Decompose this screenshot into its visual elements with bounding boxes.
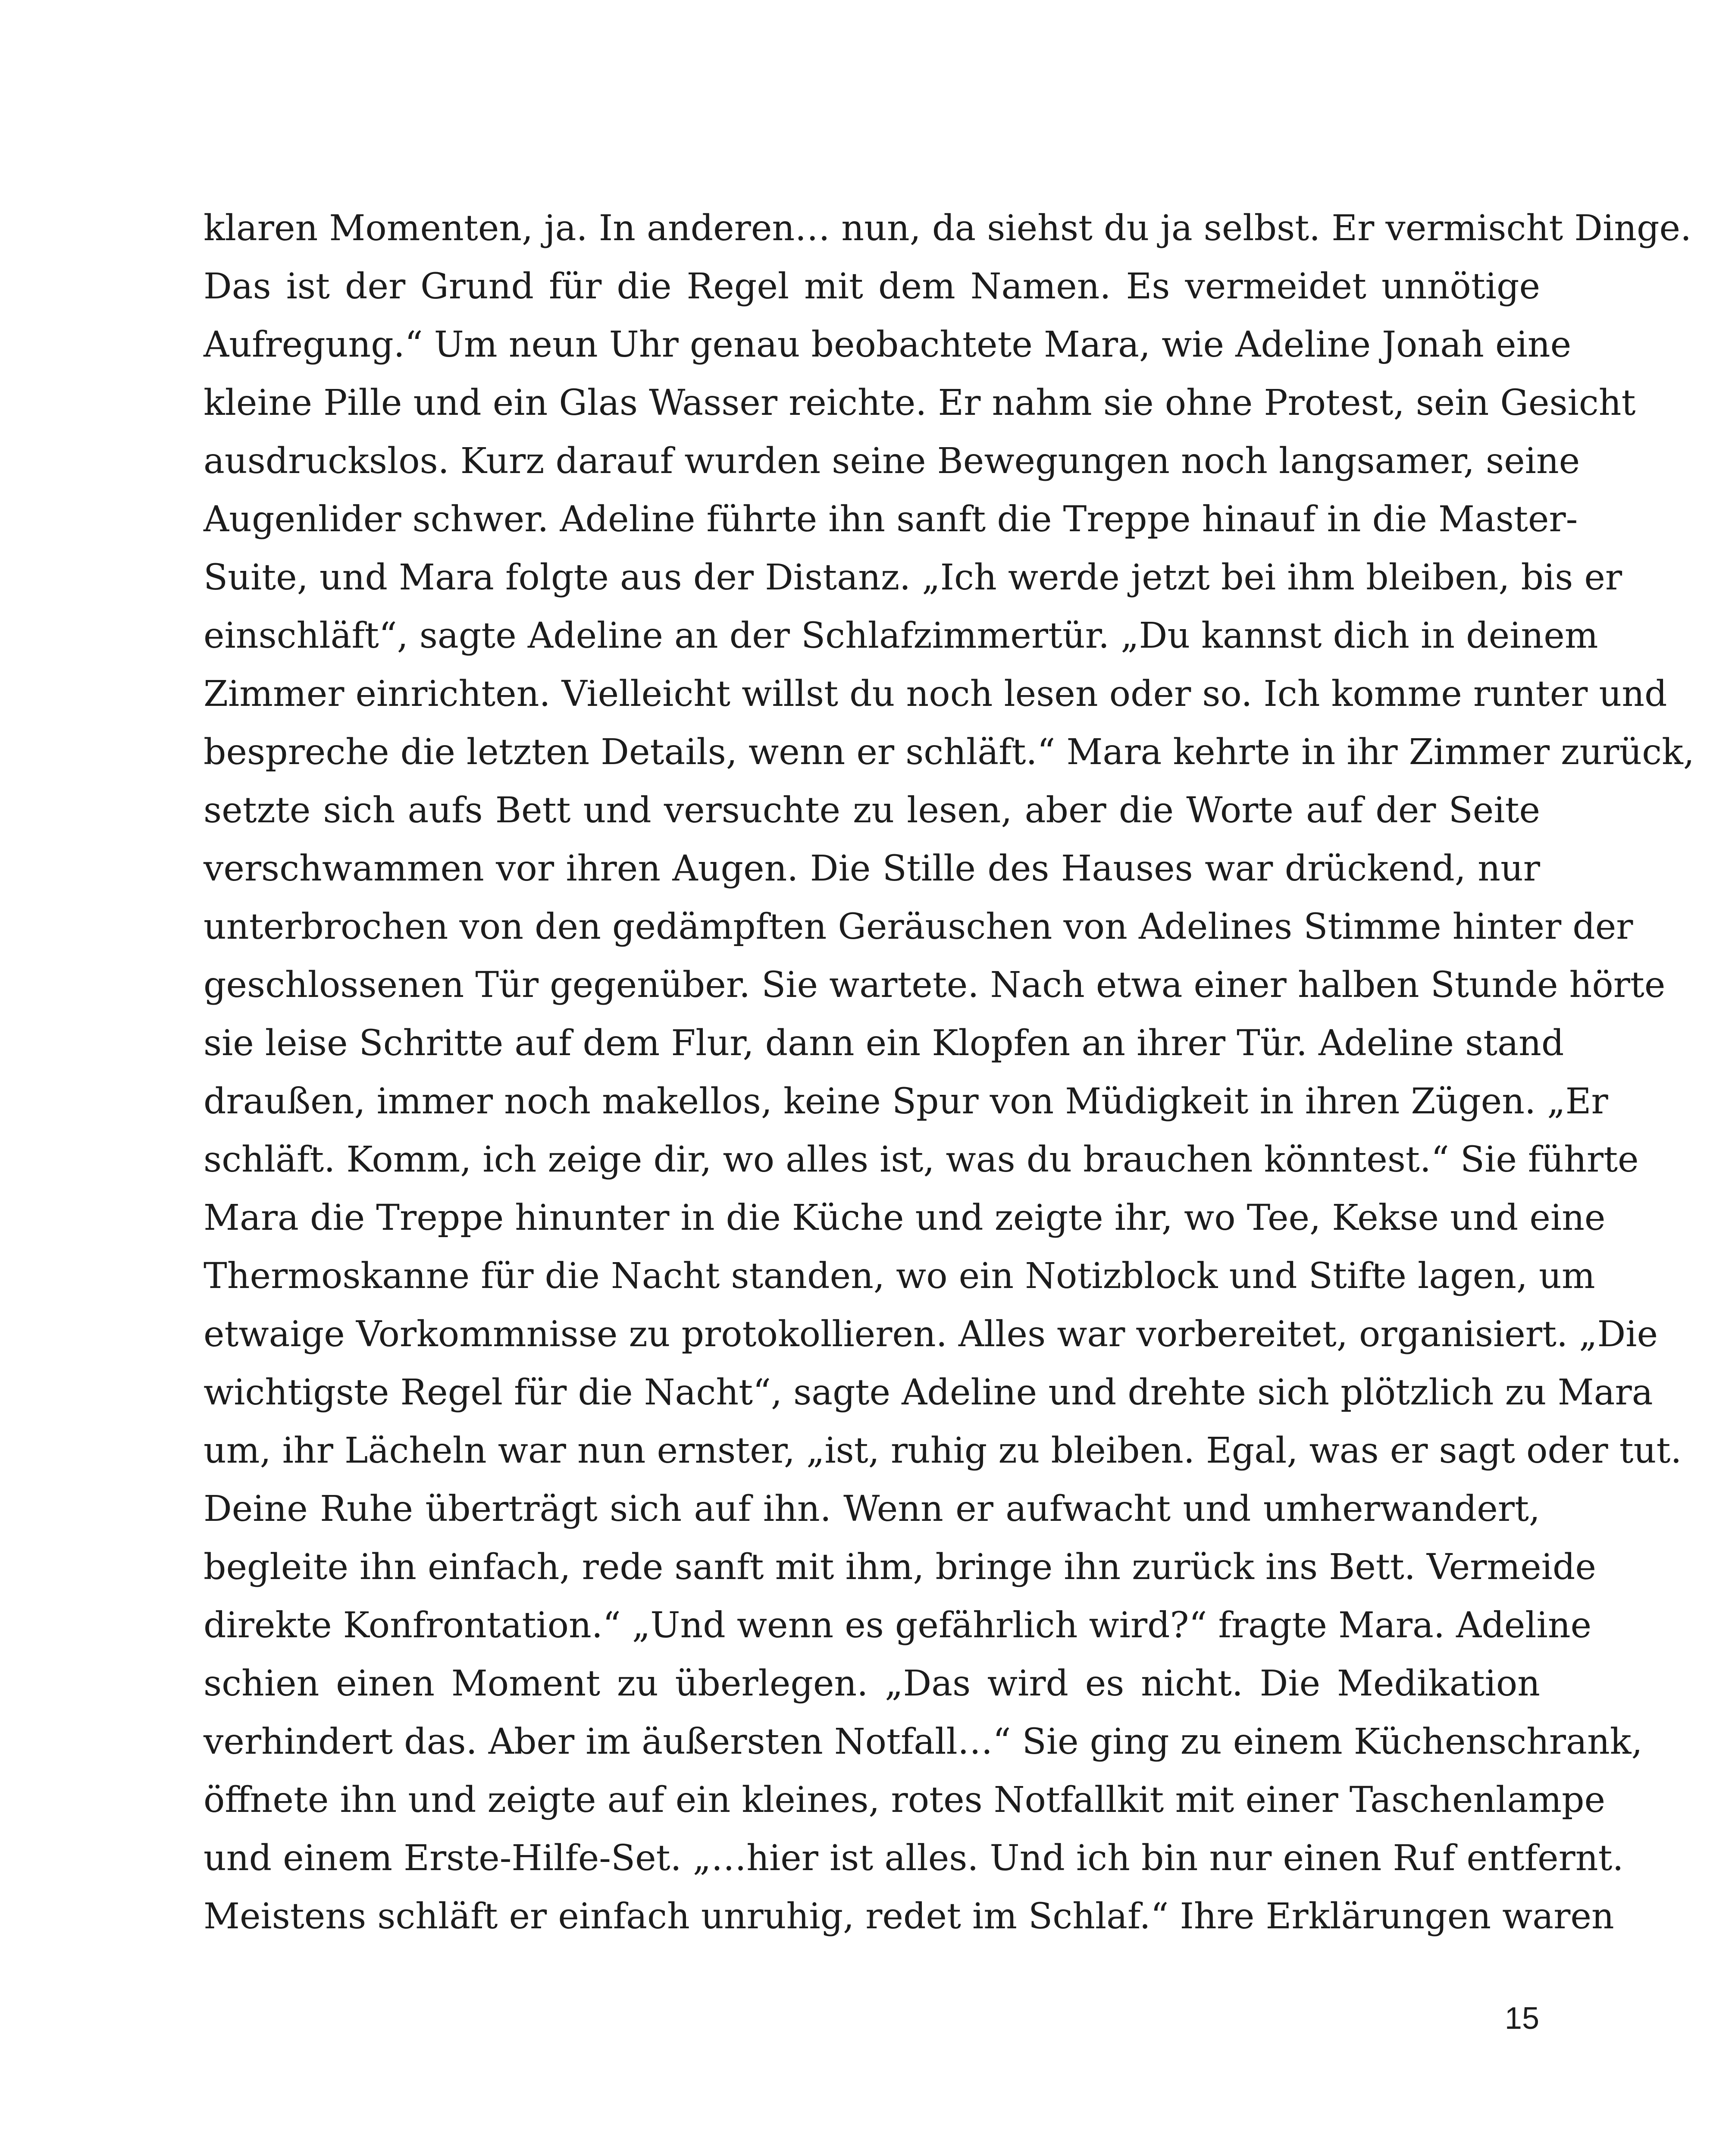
body-text	[204, 199, 1694, 1946]
text-line: bespreche die letzten Details, wenn er schläft.“ Mara kehrte in ihr Zimmer zurück,	[204, 732, 1694, 773]
text-line: schien einen Moment zu überlegen. „Das wird es nicht. Die Medikation	[204, 1663, 1540, 1704]
text-line: schläft. Komm, ich zeige dir, wo alles ist, was du brauchen könntest.“ Sie führte	[204, 1139, 1639, 1180]
text-line: begleite ihn einfach, rede sanft mit ihm, bringe ihn zurück ins Bett. Vermeide	[204, 1547, 1596, 1588]
text-line: unterbrochen von den gedämpften Geräuschen von Adelines Stimme hinter der	[204, 906, 1633, 947]
text-line: Das ist der Grund für die Regel mit dem Namen. Es vermeidet unnötige	[204, 266, 1540, 307]
text-line: klaren Momenten, ja. In anderen… nun, da siehst du ja selbst. Er vermischt Dinge.	[204, 208, 1692, 249]
text-line: Thermoskanne für die Nacht standen, wo ein Notizblock und Stifte lagen, um	[204, 1256, 1595, 1297]
text-line: Deine Ruhe überträgt sich auf ihn. Wenn er aufwacht und umherwandert,	[204, 1489, 1540, 1529]
text-line: und einem Erste-Hilfe-Set. „…hier ist alles. Und ich bin nur einen Ruf entfernt.	[204, 1838, 1624, 1879]
text-line: Zimmer einrichten. Vielleicht willst du noch lesen oder so. Ich komme runter und	[204, 674, 1667, 714]
text-line: setzte sich aufs Bett und versuchte zu lesen, aber die Worte auf der Seite	[204, 790, 1540, 831]
text-line: verhindert das. Aber im äußersten Notfall…“ Sie ging zu einem Küchenschrank,	[204, 1721, 1643, 1762]
text-line: Mara die Treppe hinunter in die Küche und zeigte ihr, wo Tee, Kekse und eine	[204, 1197, 1606, 1238]
text-line: Suite, und Mara folgte aus der Distanz. „Ich werde jetzt bei ihm bleiben, bis er	[204, 557, 1622, 598]
text-line: um, ihr Lächeln war nun ernster, „ist, ruhig zu bleiben. Egal, was er sagt oder tut.	[204, 1430, 1682, 1471]
text-line: Meistens schläft er einfach unruhig, redet im Schlaf.“ Ihre Erklärungen waren	[204, 1896, 1614, 1937]
text-line: Augenlider schwer. Adeline führte ihn sanft die Treppe hinauf in die Master-	[204, 499, 1578, 540]
page-number: 15	[1504, 2001, 1539, 2036]
text-line: verschwammen vor ihren Augen. Die Stille des Hauses war drückend, nur	[204, 848, 1540, 889]
text-line: draußen, immer noch makellos, keine Spur von Müdigkeit in ihren Zügen. „Er	[204, 1081, 1608, 1122]
text-line: Aufregung.“ Um neun Uhr genau beobachtete Mara, wie Adeline Jonah eine	[204, 324, 1572, 365]
text-line: geschlossenen Tür gegenüber. Sie wartete. Nach etwa einer halben Stunde hörte	[204, 965, 1666, 1006]
text-line: kleine Pille und ein Glas Wasser reichte. Er nahm sie ohne Protest, sein Gesicht	[204, 382, 1636, 423]
text-line: etwaige Vorkommnisse zu protokollieren. Alles war vorbereitet, organisiert. „Die	[204, 1314, 1658, 1355]
text-line: sie leise Schritte auf dem Flur, dann ein Klopfen an ihrer Tür. Adeline stand	[204, 1023, 1564, 1064]
text-line: wichtigste Regel für die Nacht“, sagte Adeline und drehte sich plötzlich zu Mara	[204, 1372, 1653, 1413]
text-line: direkte Konfrontation.“ „Und wenn es gefährlich wird?“ fragte Mara. Adeline	[204, 1605, 1592, 1646]
text-line: öffnete ihn und zeigte auf ein kleines, rotes Notfallkit mit einer Taschenlampe	[204, 1780, 1606, 1821]
text-line: ausdruckslos. Kurz darauf wurden seine Bewegungen noch langsamer, seine	[204, 441, 1580, 482]
text-line: einschläft“, sagte Adeline an der Schlafzimmertür. „Du kannst dich in deinem	[204, 615, 1598, 656]
